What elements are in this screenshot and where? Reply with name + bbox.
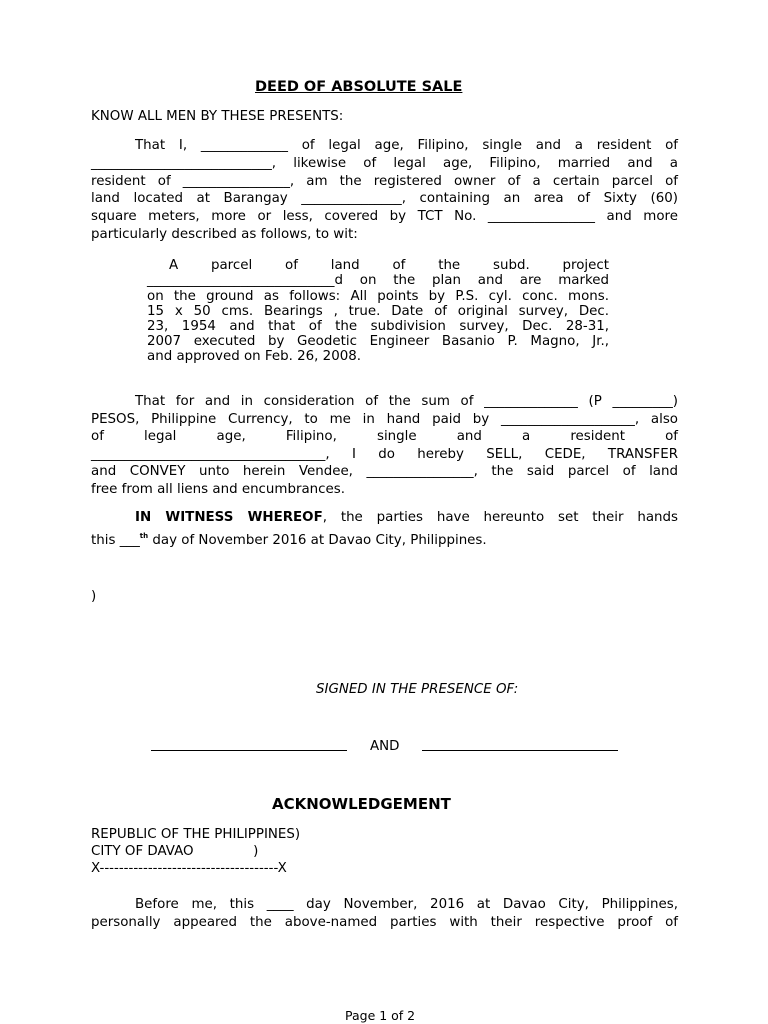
para1-line: square meters, more or less, covered by TCT No. ________________ and more bbox=[91, 209, 678, 224]
para2-line: and CONVEY unto herein Vendee, ________________, the said parcel of land bbox=[91, 464, 678, 479]
para2-line: PESOS, Philippine Currency, to me in hand paid by ____________________, also bbox=[91, 412, 678, 427]
description-line: 23, 1954 and that of the subdivision survey, Dec. 28-31, bbox=[147, 319, 609, 334]
para1-line: ___________________________, likewise of legal age, Filipino, married and a bbox=[91, 156, 678, 171]
acknowledgement-title: ACKNOWLEDGEMENT bbox=[272, 795, 451, 813]
para2-line: ___________________________________, I do hereby SELL, CEDE, TRANSFER bbox=[91, 447, 678, 462]
closing-parenthesis: ) bbox=[91, 589, 97, 604]
para2-line: of legal age, Filipino, single and a resident of bbox=[91, 429, 678, 444]
para1-line: That I, _____________ of legal age, Filipino, single and a resident of bbox=[135, 138, 678, 153]
para1-line: particularly described as follows, to wit: bbox=[91, 227, 358, 242]
para1-line: resident of ________________, am the registered owner of a certain parcel of bbox=[91, 174, 678, 189]
para3-line: Before me, this ____ day November, 2016 at Davao City, Philippines, bbox=[135, 897, 678, 912]
salutation: KNOW ALL MEN BY THESE PRESENTS: bbox=[91, 109, 344, 124]
venue-line: X-------------------------------------X bbox=[91, 861, 287, 876]
and-label: AND bbox=[370, 739, 400, 754]
witness-signature-line bbox=[151, 750, 347, 751]
para2-line: That for and in consideration of the sum of ______________ (P _________) bbox=[135, 394, 678, 409]
signed-in-presence: SIGNED IN THE PRESENCE OF: bbox=[316, 682, 519, 697]
venue-line: REPUBLIC OF THE PHILIPPINES) bbox=[91, 827, 301, 842]
witness-signature-line bbox=[422, 750, 618, 751]
description-line: ____________________________d on the plan and are marked bbox=[147, 273, 609, 288]
description-line: A parcel of land of the subd. project bbox=[169, 258, 609, 273]
para1-line: land located at Barangay _______________, containing an area of Sixty (60) bbox=[91, 191, 678, 206]
para2-line: free from all liens and encumbrances. bbox=[91, 482, 345, 497]
page-number: Page 1 of 2 bbox=[345, 1008, 416, 1023]
description-line: on the ground as follows: All points by P.S. cyl. conc. mons. bbox=[147, 289, 609, 304]
witness-line: IN WITNESS WHEREOF, the parties have hereunto set their hands bbox=[135, 510, 678, 525]
description-line: 2007 executed by Geodetic Engineer Basanio P. Magno, Jr., bbox=[147, 334, 609, 349]
description-line: 15 x 50 cms. Bearings , true. Date of original survey, Dec. bbox=[147, 304, 609, 319]
description-line: and approved on Feb. 26, 2008. bbox=[147, 349, 362, 364]
document-title: DEED OF ABSOLUTE SALE bbox=[255, 79, 463, 95]
para3-line: personally appeared the above-named parties with their respective proof of bbox=[91, 915, 678, 930]
venue-line: CITY OF DAVAO ) bbox=[91, 844, 259, 859]
witness-bold: IN WITNESS WHEREOF bbox=[135, 510, 323, 525]
witness-line: this ___$^{th}$ day of November 2016 at Davao City, Philippines. bbox=[91, 532, 487, 548]
